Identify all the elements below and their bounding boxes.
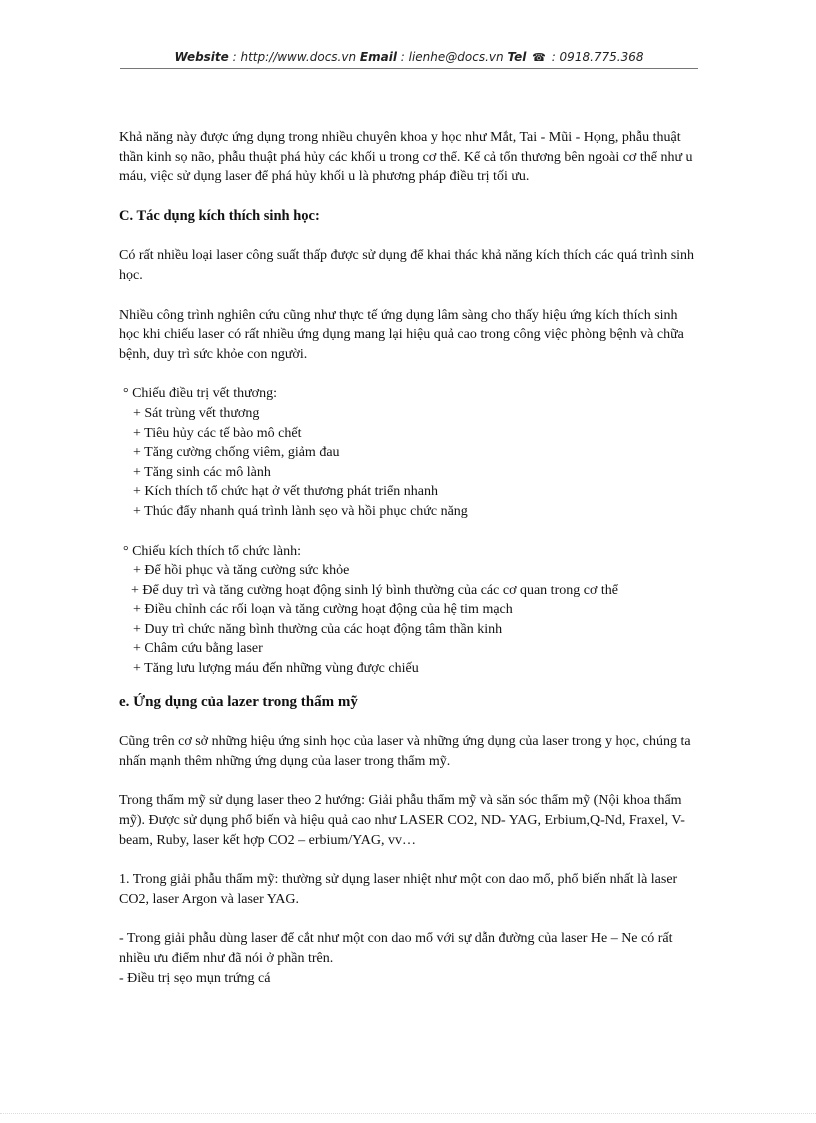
list-item: + Tăng cường chống viêm, giảm đau [133, 445, 340, 461]
section-heading-c: C. Tác dụng kích thích sinh học: [119, 207, 320, 224]
paragraph-cosmetic-basis: Cũng trên cơ sở những hiệu ứng sinh học của laser và những ứng dụng của laser trong y học, chúng ta nhấn mạnh thêm những ứng dụng của laser trong thẩm mỹ. [119, 734, 691, 769]
page-header [120, 50, 698, 64]
list-item: + Châm cứu bằng laser [133, 641, 263, 657]
header-divider [120, 68, 698, 69]
section-heading-e: e. Ứng dụng của lazer trong thẩm mỹ [119, 693, 358, 710]
phone-icon: ☎ [532, 51, 546, 64]
paragraph-two-directions: Trong thẩm mỹ sử dụng laser theo 2 hướng: Giải phẫu thẩm mỹ và săn sóc thẩm mỹ (Nội khoa thẩm mỹ). Được sử dụng phổ biến và hiệu quả cao như LASER CO2, ND- YAG, Erbium,Q-Nd, Fraxel, V-beam, Ruby, laser kết hợp CO2 – erbium/YAG, vv… [119, 793, 685, 848]
list-item: + Duy trì chức năng bình thường của các hoạt động tâm thần kinh [133, 621, 503, 637]
list-item: + Để duy trì và tăng cường hoạt động sinh lý bình thường của các cơ quan trong cơ thể [131, 582, 618, 598]
website-label: Website [174, 50, 229, 64]
list-item: + Để hồi phục và tăng cường sức khỏe [133, 563, 350, 579]
list-item: + Tăng lưu lượng máu đến những vùng được chiếu [133, 661, 419, 677]
list-item: + Tăng sinh các mô lành [133, 464, 271, 480]
tel-label: Tel [507, 50, 527, 64]
paragraph-intro: Khả năng này được ứng dụng trong nhiều chuyên khoa y học như Mắt, Tai - Mũi - Họng, phẫu thuật thần kinh sọ não, phẫu thuật phá hủy các khối u trong cơ thể. Kể cả tổn thương bên ngoài cơ thể như u máu, việc sử dụng laser để phá hủy khối u là phương pháp điều trị tối ưu. [119, 130, 693, 185]
paragraph-surgery: 1. Trong giải phẫu thẩm mỹ: thường sử dụng laser nhiệt như một con dao mổ, phổ biến nhất là laser CO2, laser Argon và laser YAG. [119, 872, 678, 907]
paragraph-scalpel: - Trong giải phẫu dùng laser để cắt như một con dao mổ với sự dẫn đường của laser He – Ne có rất nhiều ưu điểm như đã nói ở phần trên. [119, 931, 673, 966]
list-item: + Điều chỉnh các rối loạn và tăng cường hoạt động của hệ tim mạch [133, 602, 513, 618]
list-item: + Thúc đẩy nhanh quá trình lành sẹo và hồi phục chức năng [133, 503, 468, 519]
document-body [119, 128, 701, 988]
website-value[interactable]: : http://www.docs.vn [232, 50, 357, 64]
page-bottom-edge [0, 1113, 816, 1114]
list-item: + Tiêu hủy các tế bào mô chết [133, 425, 302, 441]
paragraph-acne-scar: - Điều trị sẹo mụn trứng cá [119, 970, 271, 986]
list-title-healthy-tissue: ° Chiếu kích thích tổ chức lành: [123, 543, 302, 559]
list-item: + Sát trùng vết thương [133, 405, 260, 421]
email-value[interactable]: : lienhe@docs.vn [400, 50, 504, 64]
list-item: + Kích thích tổ chức hạt ở vết thương phát triển nhanh [133, 484, 438, 500]
list-title-wound: ° Chiếu điều trị vết thương: [123, 386, 277, 402]
paragraph-low-power-laser: Có rất nhiều loại laser công suất thấp được sử dụng để khai thác khả năng kích thích các quá trình sinh học. [119, 248, 695, 283]
paragraph-research: Nhiều công trình nghiên cứu cũng như thực tế ứng dụng lâm sàng cho thấy hiệu ứng kích thích sinh học khi chiếu laser có rất nhiều ứng dụng mang lại hiệu quả cao trong công việc phòng bệnh và chữa bệnh, duy trì sức khỏe con người. [119, 307, 684, 362]
email-label: Email [359, 50, 397, 64]
tel-value: : 0918.775.368 [551, 50, 644, 64]
